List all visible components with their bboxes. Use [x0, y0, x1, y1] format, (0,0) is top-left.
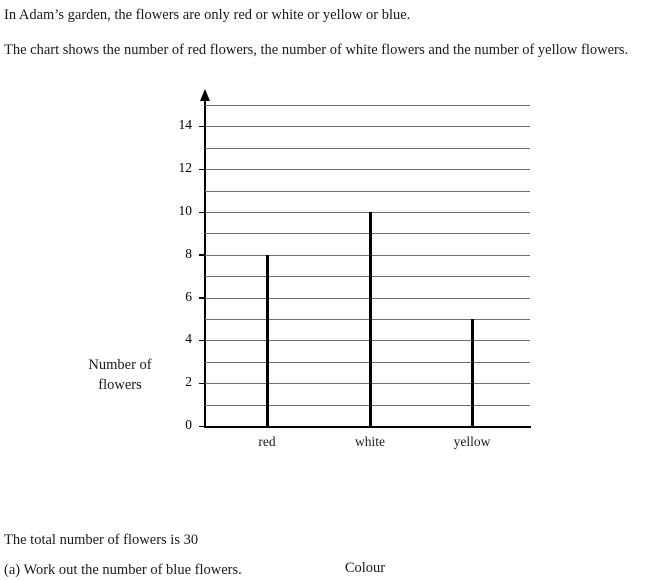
x-axis-title: Colour — [344, 560, 386, 576]
y-axis-tick — [199, 126, 205, 128]
bar-yellow — [471, 319, 474, 426]
gridline — [205, 362, 530, 363]
y-axis-tick — [199, 383, 205, 385]
y-axis-line — [204, 100, 206, 427]
intro-text-line-1: In Adam’s garden, the flowers are only red or white or yellow or blue. — [4, 7, 411, 23]
y-axis-tick — [199, 254, 205, 256]
y-axis-tick-label: 8 — [185, 245, 192, 261]
gridline — [205, 105, 530, 106]
y-axis-title — [60, 355, 180, 395]
y-axis-tick-label: 10 — [178, 203, 192, 218]
y-axis-tick-label: 4 — [185, 331, 192, 347]
x-tick-label-red: red — [258, 434, 276, 449]
y-axis-tick — [199, 340, 205, 342]
y-axis-tick-label: 0 — [185, 417, 192, 432]
gridline — [205, 169, 530, 170]
y-axis-tick — [199, 169, 205, 171]
gridline — [205, 340, 530, 341]
y-axis-tick-label: 12 — [178, 160, 192, 176]
gridline — [205, 319, 530, 320]
intro-text-line-2: The chart shows the number of red flowers, the number of white flowers and the number of yellow flowers. — [4, 42, 629, 58]
y-axis-title-line-2: flowers — [98, 377, 142, 393]
y-axis-tick — [199, 212, 205, 214]
total-statement: The total number of flowers is 30 — [4, 532, 199, 548]
x-axis-line — [204, 426, 531, 428]
gridline — [205, 233, 530, 234]
gridline — [205, 383, 530, 384]
gridline — [205, 148, 530, 149]
gridline — [205, 405, 530, 406]
gridline — [205, 126, 530, 127]
gridline — [205, 298, 530, 299]
y-axis-tick-label: 2 — [185, 374, 192, 390]
gridline — [205, 212, 530, 213]
y-axis-title-line-1: Number of — [88, 357, 152, 373]
bar-white — [369, 212, 372, 426]
x-tick-label-yellow: yellow — [453, 434, 491, 449]
bar-red — [266, 255, 269, 426]
x-tick-label-white: white — [355, 434, 385, 449]
plot-area — [178, 100, 531, 449]
y-axis-tick — [199, 297, 205, 299]
question-part-a: (a) Work out the number of blue flowers. — [4, 562, 242, 578]
y-axis-tick-label: 6 — [185, 288, 192, 304]
y-axis-tick — [199, 426, 205, 428]
gridline — [205, 191, 530, 192]
gridline — [205, 276, 530, 277]
gridline — [205, 255, 530, 256]
y-axis-tick-label: 14 — [178, 117, 192, 133]
y-axis-arrow-icon — [200, 89, 210, 101]
